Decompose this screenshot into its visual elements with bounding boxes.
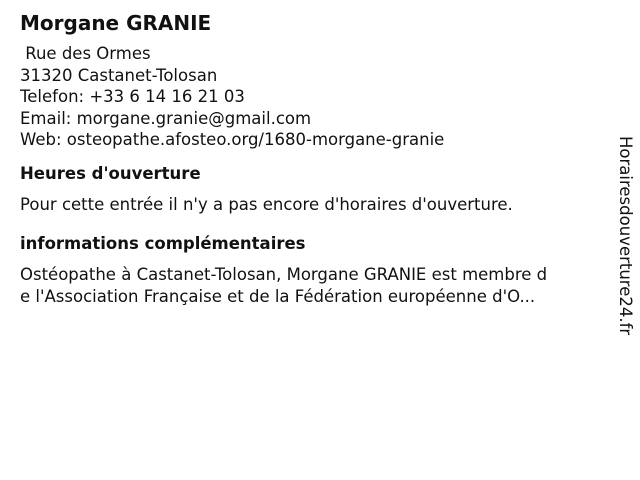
- opening-hours-heading: Heures d'ouverture: [20, 164, 201, 183]
- additional-info-text: [20, 264, 590, 307]
- listing-name: Morgane GRANIE: [20, 11, 212, 35]
- additional-info-line: Ostéopathe à Castanet-Tolosan, Morgane GRANIE est membre d: [20, 265, 548, 284]
- email-address: Email: morgane.granie@gmail.com: [20, 108, 312, 128]
- contact-details: [20, 43, 444, 151]
- additional-info-line: e l'Association Française et de la Fédération européenne d'O...: [20, 286, 536, 306]
- website-link[interactable]: Web: osteopathe.afosteo.org/1680-morgane-granie: [20, 130, 445, 149]
- street-address: Rue des Ormes: [20, 44, 151, 63]
- additional-info-heading: informations complémentaires: [20, 234, 306, 253]
- phone-number: Telefon: +33 6 14 16 21 03: [20, 87, 245, 106]
- site-brand-vertical: Horairesdouverture24.fr: [616, 136, 635, 336]
- city-address: 31320 Castanet-Tolosan: [20, 65, 218, 85]
- opening-hours-text: Pour cette entrée il n'y a pas encore d'horaires d'ouverture.: [20, 195, 513, 214]
